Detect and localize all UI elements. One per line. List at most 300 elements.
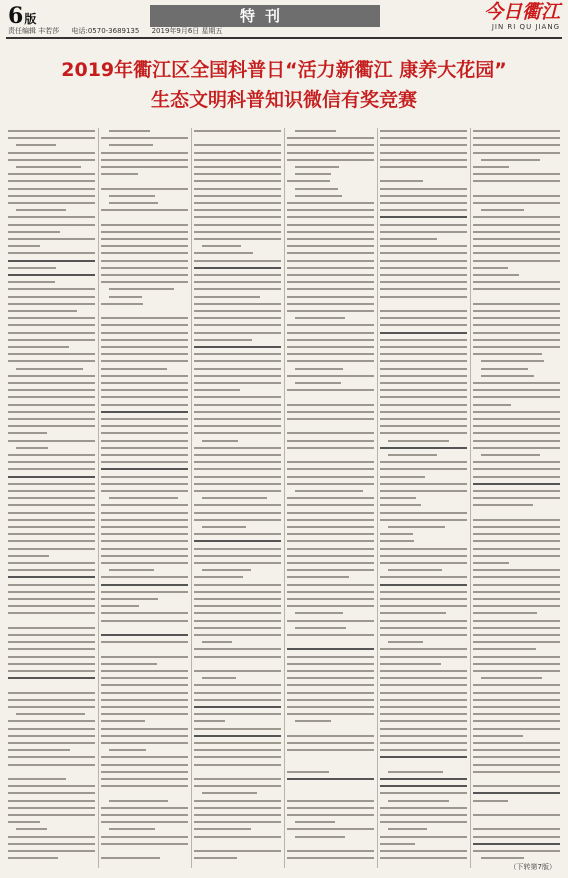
text-line	[194, 144, 281, 146]
text-line	[8, 360, 95, 362]
text-line	[101, 152, 188, 154]
text-line	[101, 771, 188, 773]
text-line	[388, 569, 442, 571]
text-line	[287, 713, 374, 715]
text-line	[287, 598, 374, 600]
text-line	[202, 497, 267, 499]
text-line	[8, 807, 95, 809]
text-line	[101, 728, 188, 730]
text-line	[101, 188, 188, 190]
text-line	[101, 267, 188, 269]
text-line	[287, 483, 374, 485]
text-line	[194, 288, 281, 290]
text-line	[109, 569, 154, 571]
text-line	[202, 245, 241, 247]
text-line	[287, 807, 374, 809]
text-line	[380, 792, 467, 794]
text-line	[8, 382, 95, 384]
text-line	[473, 418, 560, 420]
text-line	[287, 159, 374, 161]
text-line	[473, 720, 560, 722]
text-line	[194, 267, 281, 269]
text-line	[202, 641, 232, 643]
text-line	[194, 627, 281, 629]
text-line	[380, 720, 467, 722]
text-line	[16, 368, 83, 370]
text-line	[473, 800, 508, 802]
text-line	[388, 641, 423, 643]
text-line	[473, 504, 533, 506]
text-line	[101, 360, 188, 362]
text-line	[194, 418, 281, 420]
text-line	[8, 850, 95, 852]
page-number-suffix: 版	[24, 12, 37, 26]
text-line	[101, 857, 160, 859]
text-line	[194, 612, 281, 614]
text-line	[194, 778, 281, 780]
text-line	[8, 339, 95, 341]
text-line	[101, 684, 188, 686]
text-line	[101, 814, 188, 816]
text-line	[8, 821, 40, 823]
text-line	[287, 857, 374, 859]
text-line	[101, 612, 188, 614]
text-line	[481, 159, 540, 161]
text-line	[287, 504, 374, 506]
text-line	[473, 476, 560, 478]
text-line	[287, 375, 374, 377]
text-line	[473, 540, 560, 542]
text-line	[473, 180, 560, 182]
text-line	[380, 274, 467, 276]
text-line	[380, 850, 467, 852]
text-line	[101, 389, 188, 391]
text-line	[8, 296, 95, 298]
text-line	[287, 404, 374, 406]
text-line	[101, 231, 188, 233]
text-line	[194, 821, 281, 823]
text-line	[380, 252, 467, 254]
text-line	[101, 620, 188, 622]
text-line	[380, 209, 467, 211]
phone-number: 电话:0570-3689135	[71, 27, 140, 35]
text-line	[473, 497, 560, 499]
text-line	[109, 749, 146, 751]
paper-pinyin: JIN RI QU JIANG	[491, 23, 560, 31]
text-line	[473, 756, 560, 758]
text-line	[101, 821, 188, 823]
text-line	[380, 620, 467, 622]
text-line	[8, 303, 95, 305]
text-line	[473, 353, 542, 355]
text-line	[101, 396, 188, 398]
text-line	[380, 461, 467, 463]
text-line	[287, 814, 374, 816]
text-line	[287, 620, 374, 622]
text-line	[380, 382, 467, 384]
text-line	[380, 195, 467, 197]
text-line	[194, 728, 281, 730]
text-line	[380, 281, 467, 283]
text-line	[194, 317, 281, 319]
text-line	[473, 569, 560, 571]
text-line	[287, 512, 374, 514]
text-line	[380, 346, 467, 348]
text-line	[287, 137, 374, 139]
text-line	[8, 857, 58, 859]
text-line	[473, 670, 560, 672]
text-line	[194, 447, 281, 449]
text-line	[287, 411, 374, 413]
text-line	[101, 519, 188, 521]
text-line	[380, 389, 467, 391]
text-line	[101, 764, 188, 766]
text-line	[101, 404, 188, 406]
text-line	[194, 332, 281, 334]
text-line	[380, 584, 467, 586]
column-divider	[98, 128, 99, 868]
text-line	[473, 195, 560, 197]
text-line	[101, 713, 188, 715]
text-line	[380, 692, 467, 694]
text-line	[8, 396, 95, 398]
text-line	[287, 519, 374, 521]
text-line	[473, 519, 560, 521]
text-line	[380, 396, 467, 398]
text-line	[380, 656, 467, 658]
text-line	[194, 382, 281, 384]
text-line	[287, 569, 374, 571]
text-line	[473, 404, 511, 406]
text-line	[194, 303, 281, 305]
text-line	[380, 843, 415, 845]
text-line	[8, 346, 69, 348]
text-line	[194, 368, 281, 370]
text-line	[473, 324, 560, 326]
text-line	[380, 728, 467, 730]
text-line	[481, 375, 534, 377]
text-line	[380, 519, 467, 521]
text-line	[8, 612, 95, 614]
text-line	[287, 699, 374, 701]
text-line	[8, 317, 95, 319]
text-line	[101, 504, 188, 506]
text-line	[473, 656, 560, 658]
text-line	[101, 656, 188, 658]
text-line	[380, 180, 423, 182]
text-line	[194, 850, 281, 852]
text-line	[287, 332, 374, 334]
text-line	[473, 828, 560, 830]
text-line	[380, 490, 467, 492]
text-line	[473, 576, 560, 578]
text-line	[8, 490, 95, 492]
text-line	[380, 476, 425, 478]
text-line	[287, 389, 374, 391]
text-line	[194, 562, 281, 564]
text-line	[287, 461, 374, 463]
text-line	[101, 209, 188, 211]
text-line	[8, 728, 95, 730]
text-line	[194, 620, 281, 622]
text-line	[8, 735, 95, 737]
text-line	[194, 411, 281, 413]
text-line	[101, 346, 188, 348]
text-line	[287, 526, 374, 528]
text-line	[380, 353, 467, 355]
text-line	[473, 735, 523, 737]
text-line	[194, 252, 253, 254]
text-line	[380, 368, 467, 370]
text-line	[194, 188, 281, 190]
text-line	[101, 368, 167, 370]
text-line	[101, 224, 188, 226]
text-line	[473, 620, 560, 622]
text-line	[380, 548, 467, 550]
text-line	[380, 231, 467, 233]
text-line	[287, 735, 374, 737]
text-line	[8, 432, 47, 434]
text-line	[8, 792, 95, 794]
text-line	[101, 584, 188, 586]
text-line	[473, 663, 560, 665]
text-line	[473, 461, 560, 463]
text-line	[473, 202, 560, 204]
text-line	[8, 576, 95, 578]
text-line	[287, 346, 374, 348]
text-line	[8, 418, 95, 420]
text-line	[194, 432, 281, 434]
text-line	[380, 562, 467, 564]
text-line	[473, 396, 560, 398]
text-line	[194, 346, 281, 348]
text-line	[8, 598, 95, 600]
text-line	[194, 800, 281, 802]
text-line	[287, 274, 374, 276]
text-line	[101, 562, 188, 564]
text-line	[287, 260, 374, 262]
text-line	[473, 216, 560, 218]
text-line	[473, 411, 560, 413]
text-line	[8, 483, 95, 485]
text-line	[287, 648, 374, 650]
text-line	[101, 137, 188, 139]
text-line	[194, 540, 281, 542]
text-line	[380, 684, 467, 686]
text-line	[194, 548, 281, 550]
text-line	[473, 533, 560, 535]
text-line	[287, 468, 374, 470]
text-line	[380, 677, 467, 679]
text-line	[287, 778, 374, 780]
text-line	[194, 684, 281, 686]
text-line	[380, 324, 467, 326]
text-line	[473, 173, 560, 175]
text-line	[101, 454, 188, 456]
text-line	[194, 713, 281, 715]
text-line	[287, 677, 374, 679]
text-line	[380, 821, 467, 823]
text-line	[101, 173, 138, 175]
text-line	[8, 274, 95, 276]
text-line	[8, 137, 95, 139]
text-line	[194, 735, 281, 737]
text-line	[194, 396, 281, 398]
text-line	[8, 461, 95, 463]
text-line	[380, 418, 467, 420]
text-line	[473, 684, 560, 686]
text-line	[194, 216, 281, 218]
text-line	[101, 756, 188, 758]
text-line	[8, 843, 95, 845]
text-line	[295, 720, 331, 722]
text-line	[473, 440, 560, 442]
text-line	[8, 310, 77, 312]
text-line	[101, 677, 188, 679]
text-line	[287, 692, 374, 694]
text-line	[101, 540, 188, 542]
text-line	[380, 245, 467, 247]
text-line	[194, 274, 281, 276]
text-line	[8, 670, 95, 672]
text-line	[473, 447, 560, 449]
text-line	[202, 569, 251, 571]
text-line	[295, 612, 343, 614]
text-line	[473, 274, 519, 276]
text-line	[8, 641, 95, 643]
text-line	[287, 339, 374, 341]
text-line	[473, 303, 560, 305]
text-line	[194, 836, 281, 838]
text-line	[101, 353, 188, 355]
text-line	[287, 180, 330, 182]
section-title: 特刊	[150, 5, 380, 27]
text-line	[473, 288, 560, 290]
text-line	[194, 389, 240, 391]
text-line	[380, 749, 467, 751]
text-line	[287, 749, 374, 751]
text-line	[380, 310, 467, 312]
text-line	[8, 332, 95, 334]
paper-name: 今日衢江	[483, 1, 560, 23]
text-line	[8, 238, 95, 240]
text-line	[380, 663, 441, 665]
text-line	[8, 648, 95, 650]
text-line	[380, 360, 467, 362]
text-line	[473, 152, 560, 154]
text-line	[194, 490, 281, 492]
text-line	[473, 627, 560, 629]
text-line	[473, 468, 560, 470]
text-line	[101, 598, 158, 600]
text-line	[473, 605, 560, 607]
text-line	[8, 706, 95, 708]
text-line	[194, 195, 281, 197]
text-line	[194, 764, 281, 766]
text-line	[109, 800, 168, 802]
text-line	[380, 202, 467, 204]
text-line	[194, 296, 260, 298]
text-line	[380, 555, 467, 557]
text-line	[473, 699, 560, 701]
text-line	[8, 281, 55, 283]
text-line	[101, 512, 188, 514]
text-line	[101, 317, 188, 319]
text-line	[194, 339, 252, 341]
text-line	[194, 785, 281, 787]
text-line	[380, 483, 467, 485]
text-line	[295, 382, 341, 384]
text-line	[194, 519, 281, 521]
text-line	[380, 425, 467, 427]
headline	[10, 58, 558, 112]
edition-info	[8, 27, 233, 36]
text-line	[8, 605, 95, 607]
text-line	[8, 692, 95, 694]
text-line	[481, 368, 528, 370]
text-line	[380, 612, 446, 614]
text-line	[194, 353, 281, 355]
text-line	[8, 404, 95, 406]
text-line	[8, 800, 95, 802]
text-line	[8, 749, 70, 751]
text-line	[194, 404, 281, 406]
text-line	[8, 504, 95, 506]
text-line	[194, 159, 281, 161]
text-line	[8, 152, 95, 154]
text-line	[473, 706, 560, 708]
text-line	[287, 252, 374, 254]
text-line	[202, 677, 236, 679]
text-line	[380, 533, 413, 535]
text-line	[380, 512, 467, 514]
text-line	[380, 756, 467, 758]
text-line	[101, 735, 188, 737]
text-line	[473, 836, 560, 838]
text-line	[380, 504, 421, 506]
text-line	[194, 699, 281, 701]
text-line	[473, 144, 560, 146]
text-line	[388, 800, 449, 802]
text-line	[473, 490, 560, 492]
text-line	[194, 173, 281, 175]
text-line	[101, 692, 188, 694]
text-line	[8, 555, 49, 557]
text-line	[101, 440, 188, 442]
text-line	[16, 447, 48, 449]
text-column	[8, 128, 95, 868]
text-line	[8, 180, 95, 182]
text-line	[8, 569, 95, 571]
text-line	[101, 836, 188, 838]
text-line	[8, 195, 95, 197]
text-column	[287, 128, 374, 868]
text-line	[194, 749, 281, 751]
text-line	[8, 245, 40, 247]
text-line	[380, 713, 467, 715]
text-line	[287, 742, 374, 744]
text-line	[101, 785, 188, 787]
text-line	[8, 584, 95, 586]
text-line	[101, 432, 188, 434]
text-line	[380, 605, 467, 607]
text-line	[8, 216, 95, 218]
text-line	[194, 281, 281, 283]
editor-credit: 责任编辑 丰若莎	[8, 27, 60, 35]
text-line	[473, 382, 560, 384]
text-line	[295, 627, 346, 629]
text-line	[8, 353, 95, 355]
